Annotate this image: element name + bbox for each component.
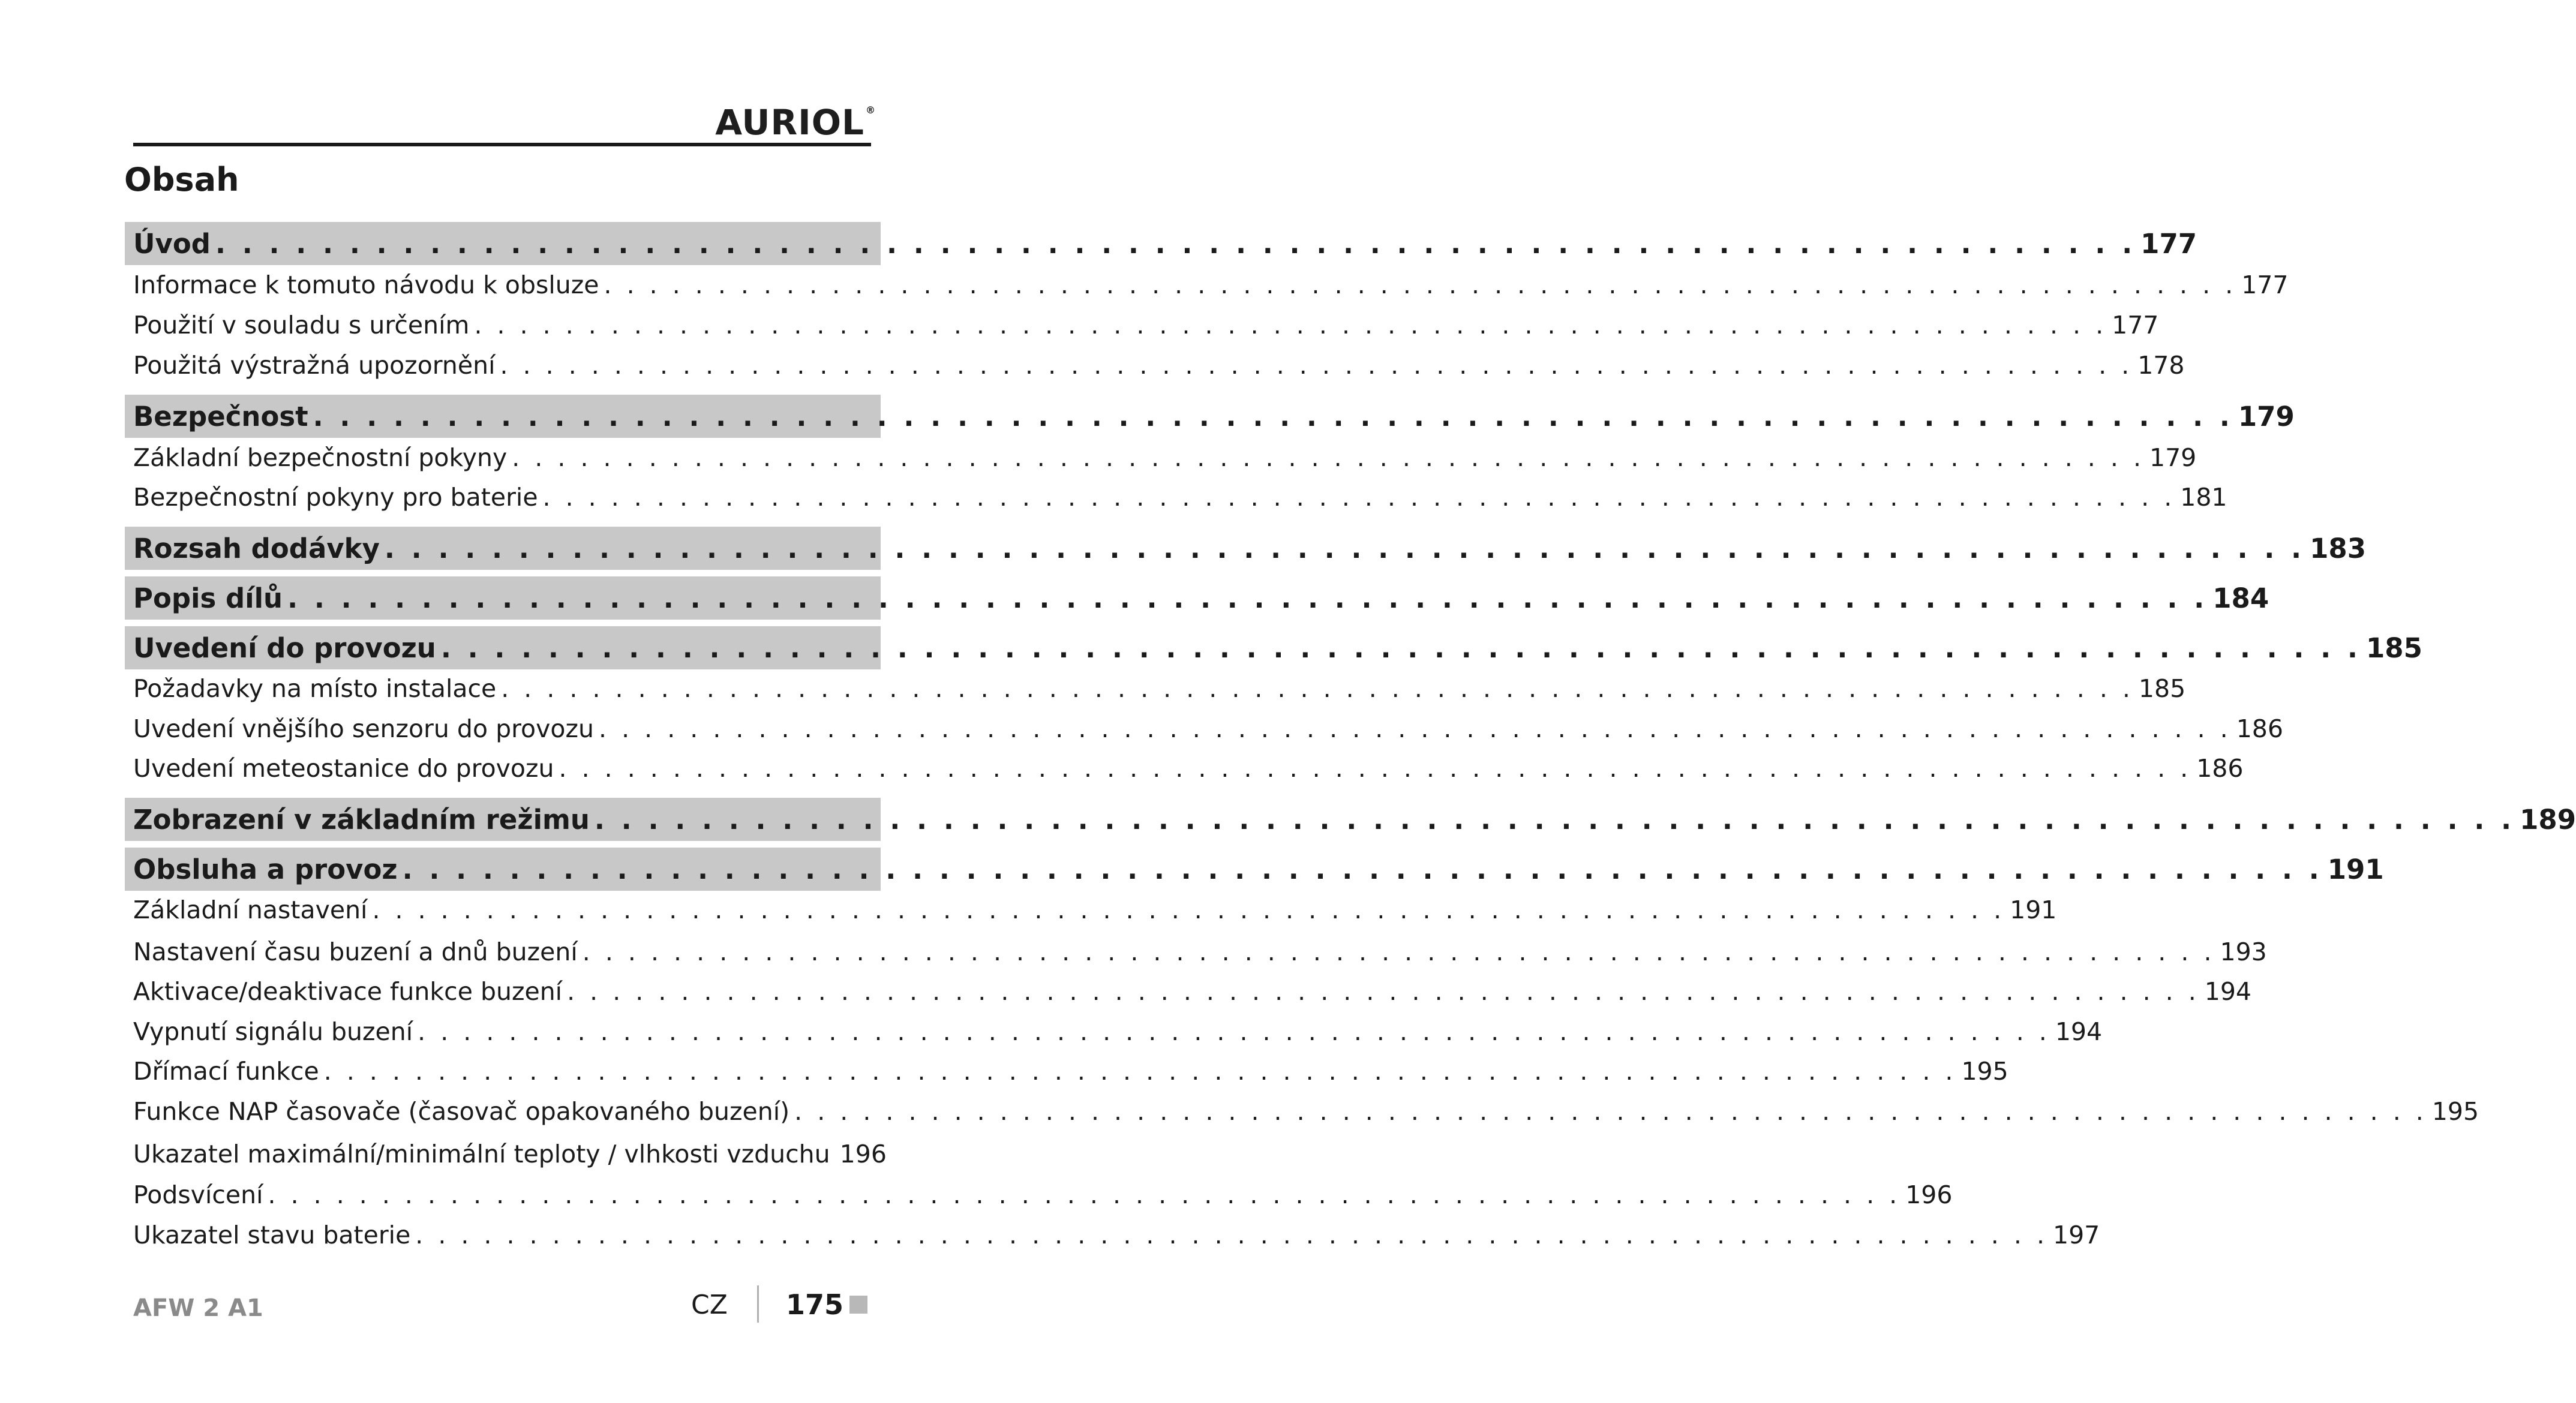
toc-entry-page: 194 xyxy=(2204,977,2252,1006)
toc-entry-page: 181 xyxy=(2180,483,2227,512)
toc-section[interactable] xyxy=(125,268,2289,302)
toc-entry-page: 183 xyxy=(2310,532,2367,564)
toc-entry-title: Použitá výstražná upozornění xyxy=(133,351,496,380)
toc-entry-title: Bezpečnost xyxy=(133,400,308,432)
page-title: Obsah xyxy=(124,161,239,199)
dot-leader: . . . . . . . . . . . . . . . . . . . . . . . . . . . . . . . . . . . . . . . . . . . . . . . . . . . . . . . . . . . . . . . . . . . . . . . . xyxy=(215,227,2136,260)
toc-section[interactable] xyxy=(125,1094,2479,1129)
dot-leader: . . . . . . . . . . . . . . . . . . . . . . . . . . . . . . . . . . . . . . . . . . . . . . . . . . . . . . . . . . . . . . . . . . . . . . . . xyxy=(567,977,2200,1006)
dot-leader: . . . . . . . . . . . . . . . . . . . . . . . . . . . . . . . . . . . . . . . . . . . . . . . . . . . . . . . . . . . . . . . . . . . . . . . . xyxy=(594,803,2515,836)
toc-chapter-obsluha[interactable] xyxy=(125,848,2384,891)
dot-leader: . . . . . . . . . . . . . . . . . . . . . . . . . . . . . . . . . . . . . . . . . . . . . . . . . . . . . . . . . . . . . . . . . . . . . . . . xyxy=(604,271,2237,299)
toc-section[interactable] xyxy=(125,1054,2008,1089)
toc-section[interactable] xyxy=(125,935,2267,969)
toc-entry-page: 177 xyxy=(2241,271,2289,299)
toc-section[interactable] xyxy=(125,974,2252,1009)
dot-leader: . . . . . . . . . . . . . . . . . . . . . . . . . . . . . . . . . . . . . . . . . . . . . . . . . . . . . . . . . . . . . . . . . . . . . . . . xyxy=(582,938,2215,966)
toc-section[interactable] xyxy=(125,440,2197,475)
toc-section[interactable] xyxy=(125,1177,1953,1212)
dot-leader: . . . . . . . . . . . . . . . . . . . . . . . . . . . . . . . . . . . . . . . . . . . . . . . . . . . . . . . . . . . . . . . . . . . . . . . . xyxy=(559,754,2192,783)
brand-logo xyxy=(715,102,876,143)
header-rule xyxy=(133,143,871,146)
square-marker-icon xyxy=(849,1296,867,1314)
dot-leader: . . . . . . . . . . . . . . . . . . . . . . . . . . . . . . . . . . . . . . . . . . . . . . . . . . . . . . . . . . . . . . . . . . . . . . . . xyxy=(323,1057,1957,1086)
toc-entry-title: Vypnutí signálu buzení xyxy=(133,1017,413,1046)
toc-entry-title: Uvedení do provozu xyxy=(133,632,436,664)
dot-leader: . . . . . . . . . . . . . . . . . . . . . . . . . . . . . . . . . . . . . . . . . . . . . . . . . . . . . . . . . . . . . . . . . . . . . . . . xyxy=(501,674,2134,703)
toc-entry-title: Použití v souladu s určením xyxy=(133,311,470,340)
toc-entry-page: 194 xyxy=(2055,1017,2103,1046)
toc-entry-page: 193 xyxy=(2220,938,2267,966)
toc-entry-page: 191 xyxy=(2010,896,2057,924)
toc-section[interactable] xyxy=(125,1014,2103,1049)
toc-entry-title: Ukazatel stavu baterie xyxy=(133,1221,411,1249)
toc-entry-page: 178 xyxy=(2137,351,2185,380)
toc-entry-title: Funkce NAP časovače (časovač opakovaného buzení) xyxy=(133,1097,790,1126)
dot-leader: . . . . . . . . . . . . . . . . . . . . . . . . . . . . . . . . . . . . . . . . . . . . . . . . . . . . . . . . . . . . . . . . . . . . . . . . xyxy=(415,1221,2048,1249)
dot-leader: . . . . . . . . . . . . . . . . . . . . . . . . . . . . . . . . . . . . . . . . . . . . . . . . . . . . . . . . . . . . . . . . . . . . . . . . xyxy=(542,483,2176,512)
dot-leader: . . . . . . . . . . . . . . . . . . . . . . . . . . . . . . . . . . . . . . . . . . . . . . . . . . . . . . . . . . . . . . . . . . . . . . . . xyxy=(500,351,2133,380)
toc-entry-page: 186 xyxy=(2236,714,2283,743)
toc-section[interactable] xyxy=(125,1218,2100,1252)
toc-section[interactable] xyxy=(125,480,2227,515)
toc-entry-page: 197 xyxy=(2052,1221,2100,1249)
toc-entry-title: Základní nastavení xyxy=(133,896,368,924)
dot-leader: . . . . . . . . . . . . . . . . . . . . . . . . . . . . . . . . . . . . . . . . . . . . . . . . . . . . . . . . . . . . . . . . . . . . . . . . xyxy=(599,714,2232,743)
footer-divider xyxy=(757,1285,759,1323)
toc-chapter-uvod[interactable] xyxy=(125,222,2197,265)
toc-section[interactable] xyxy=(125,893,2057,927)
toc-entry-title: Dřímací funkce xyxy=(133,1057,319,1086)
toc-section[interactable] xyxy=(125,1137,887,1171)
toc-chapter-zobrazeni[interactable] xyxy=(125,798,2576,841)
dot-leader: . . . . . . . . . . . . . . . . . . . . . . . . . . . . . . . . . . . . . . . . . . . . . . . . . . . . . . . . . . . . . . . . . . . . . . . . xyxy=(474,311,2107,340)
toc-entry-page: 186 xyxy=(2196,754,2244,783)
toc-section[interactable] xyxy=(125,711,2283,746)
toc-entry-page: 196 xyxy=(839,1140,887,1168)
dot-leader: . . . . . . . . . . . . . . . . . . . . . . . . . . . . . . . . . . . . . . . . . . . . . . . . . . . . . . . . . . . . . . . . . . . . . . . . xyxy=(418,1017,2050,1046)
dot-leader: . . . . . . . . . . . . . . . . . . . . . . . . . . . . . . . . . . . . . . . . . . . . . . . . . . . . . . . . . . . . . . . . . . . . . . . . xyxy=(440,632,2361,664)
toc-entry-title: Bezpečnostní pokyny pro baterie xyxy=(133,483,538,512)
toc-entry-title: Zobrazení v základním režimu xyxy=(133,803,590,836)
toc-entry-page: 185 xyxy=(2366,632,2422,664)
footer-page-number: 175 xyxy=(786,1288,844,1321)
toc-entry-title: Rozsah dodávky xyxy=(133,532,380,564)
toc-section[interactable] xyxy=(125,348,2185,383)
toc-entry-page: 195 xyxy=(2431,1097,2479,1126)
toc-entry-title: Popis dílů xyxy=(133,582,283,614)
dot-leader: . . . . . . . . . . . . . . . . . . . . . . . . . . . . . . . . . . . . . . . . . . . . . . . . . . . . . . . . . . . . . . . . . . . . . . . . xyxy=(372,896,2005,924)
toc-entry-page: 179 xyxy=(2149,443,2197,472)
toc-entry-page: 177 xyxy=(2140,227,2197,260)
toc-entry-title: Aktivace/deaktivace funkce buzení xyxy=(133,977,563,1006)
toc-entry-page: 185 xyxy=(2138,674,2186,703)
toc-section[interactable] xyxy=(125,671,2186,706)
dot-leader: . . . . . . . . . . . . . . . . . . . . . . . . . . . . . . . . . . . . . . . . . . . . . . . . . . . . . . . . . . . . . . . . . . . . . . . . xyxy=(794,1097,2427,1126)
toc-entry-title: Uvedení meteostanice do provozu xyxy=(133,754,554,783)
toc-entry-page: 189 xyxy=(2520,803,2576,836)
brand-name: AURIOL xyxy=(715,102,864,143)
dot-leader: . . . . . . . . . . . . . . . . . . . . . . . . . . . . . . . . . . . . . . . . . . . . . . . . . . . . . . . . . . . . . . . . . . . . . . . . xyxy=(384,532,2305,564)
toc-entry-title: Obsluha a provoz xyxy=(133,853,398,885)
toc-section[interactable] xyxy=(125,308,2159,343)
footer-language: CZ xyxy=(691,1290,728,1320)
toc-entry-title: Informace k tomuto návodu k obsluze xyxy=(133,271,599,299)
toc-chapter-rozsah-dodavky[interactable] xyxy=(125,527,2367,570)
toc-entry-page: 191 xyxy=(2327,853,2384,885)
dot-leader: . . . . . . . . . . . . . . . . . . . . . . . . . . . . . . . . . . . . . . . . . . . . . . . . . . . . . . . . . . . . . . . . . . . . . . . . xyxy=(402,853,2323,885)
toc-entry-title: Podsvícení xyxy=(133,1180,263,1209)
toc-entry-title: Nastavení času buzení a dnů buzení xyxy=(133,938,578,966)
toc-entry-page: 177 xyxy=(2112,311,2159,340)
toc-entry-title: Požadavky na místo instalace xyxy=(133,674,497,703)
registered-mark: ® xyxy=(866,104,876,116)
dot-leader: . . . . . . . . . . . . . . . . . . . . . . . . . . . . . . . . . . . . . . . . . . . . . . . . . . . . . . . . . . . . . . . . . . . . . . . . xyxy=(268,1180,1901,1209)
footer-model: AFW 2 A1 xyxy=(133,1294,263,1322)
toc-entry-title: Ukazatel maximální/minimální teploty / vlhkosti vzduchu xyxy=(133,1140,830,1168)
toc-entry-title: Úvod xyxy=(133,227,211,260)
dot-leader: . . . . . . . . . . . . . . . . . . . . . . . . . . . . . . . . . . . . . . . . . . . . . . . . . . . . . . . . . . . . . . . . . . . . . . . . xyxy=(313,400,2233,432)
toc-entry-title: Uvedení vnějšího senzoru do provozu xyxy=(133,714,594,743)
toc-chapter-bezpecnost[interactable] xyxy=(125,395,2295,438)
toc-entry-page: 184 xyxy=(2212,582,2269,614)
toc-entry-title: Základní bezpečnostní pokyny xyxy=(133,443,508,472)
toc-entry-page: 179 xyxy=(2238,400,2295,432)
toc-chapter-popis-dilu[interactable] xyxy=(125,576,2269,620)
toc-entry-page: 195 xyxy=(1961,1057,2008,1086)
dot-leader: . . . . . . . . . . . . . . . . . . . . . . . . . . . . . . . . . . . . . . . . . . . . . . . . . . . . . . . . . . . . . . . . . . . . . . . . xyxy=(287,582,2208,614)
toc-section[interactable] xyxy=(125,751,2244,786)
dot-leader: . . . . . . . . . . . . . . . . . . . . . . . . . . . . . . . . . . . . . . . . . . . . . . . . . . . . . . . . . . . . . . . . . . . . . . . . xyxy=(512,443,2145,472)
toc-chapter-uvedeni-do-provozu[interactable] xyxy=(125,626,2422,669)
toc-entry-page: 196 xyxy=(1905,1180,1953,1209)
